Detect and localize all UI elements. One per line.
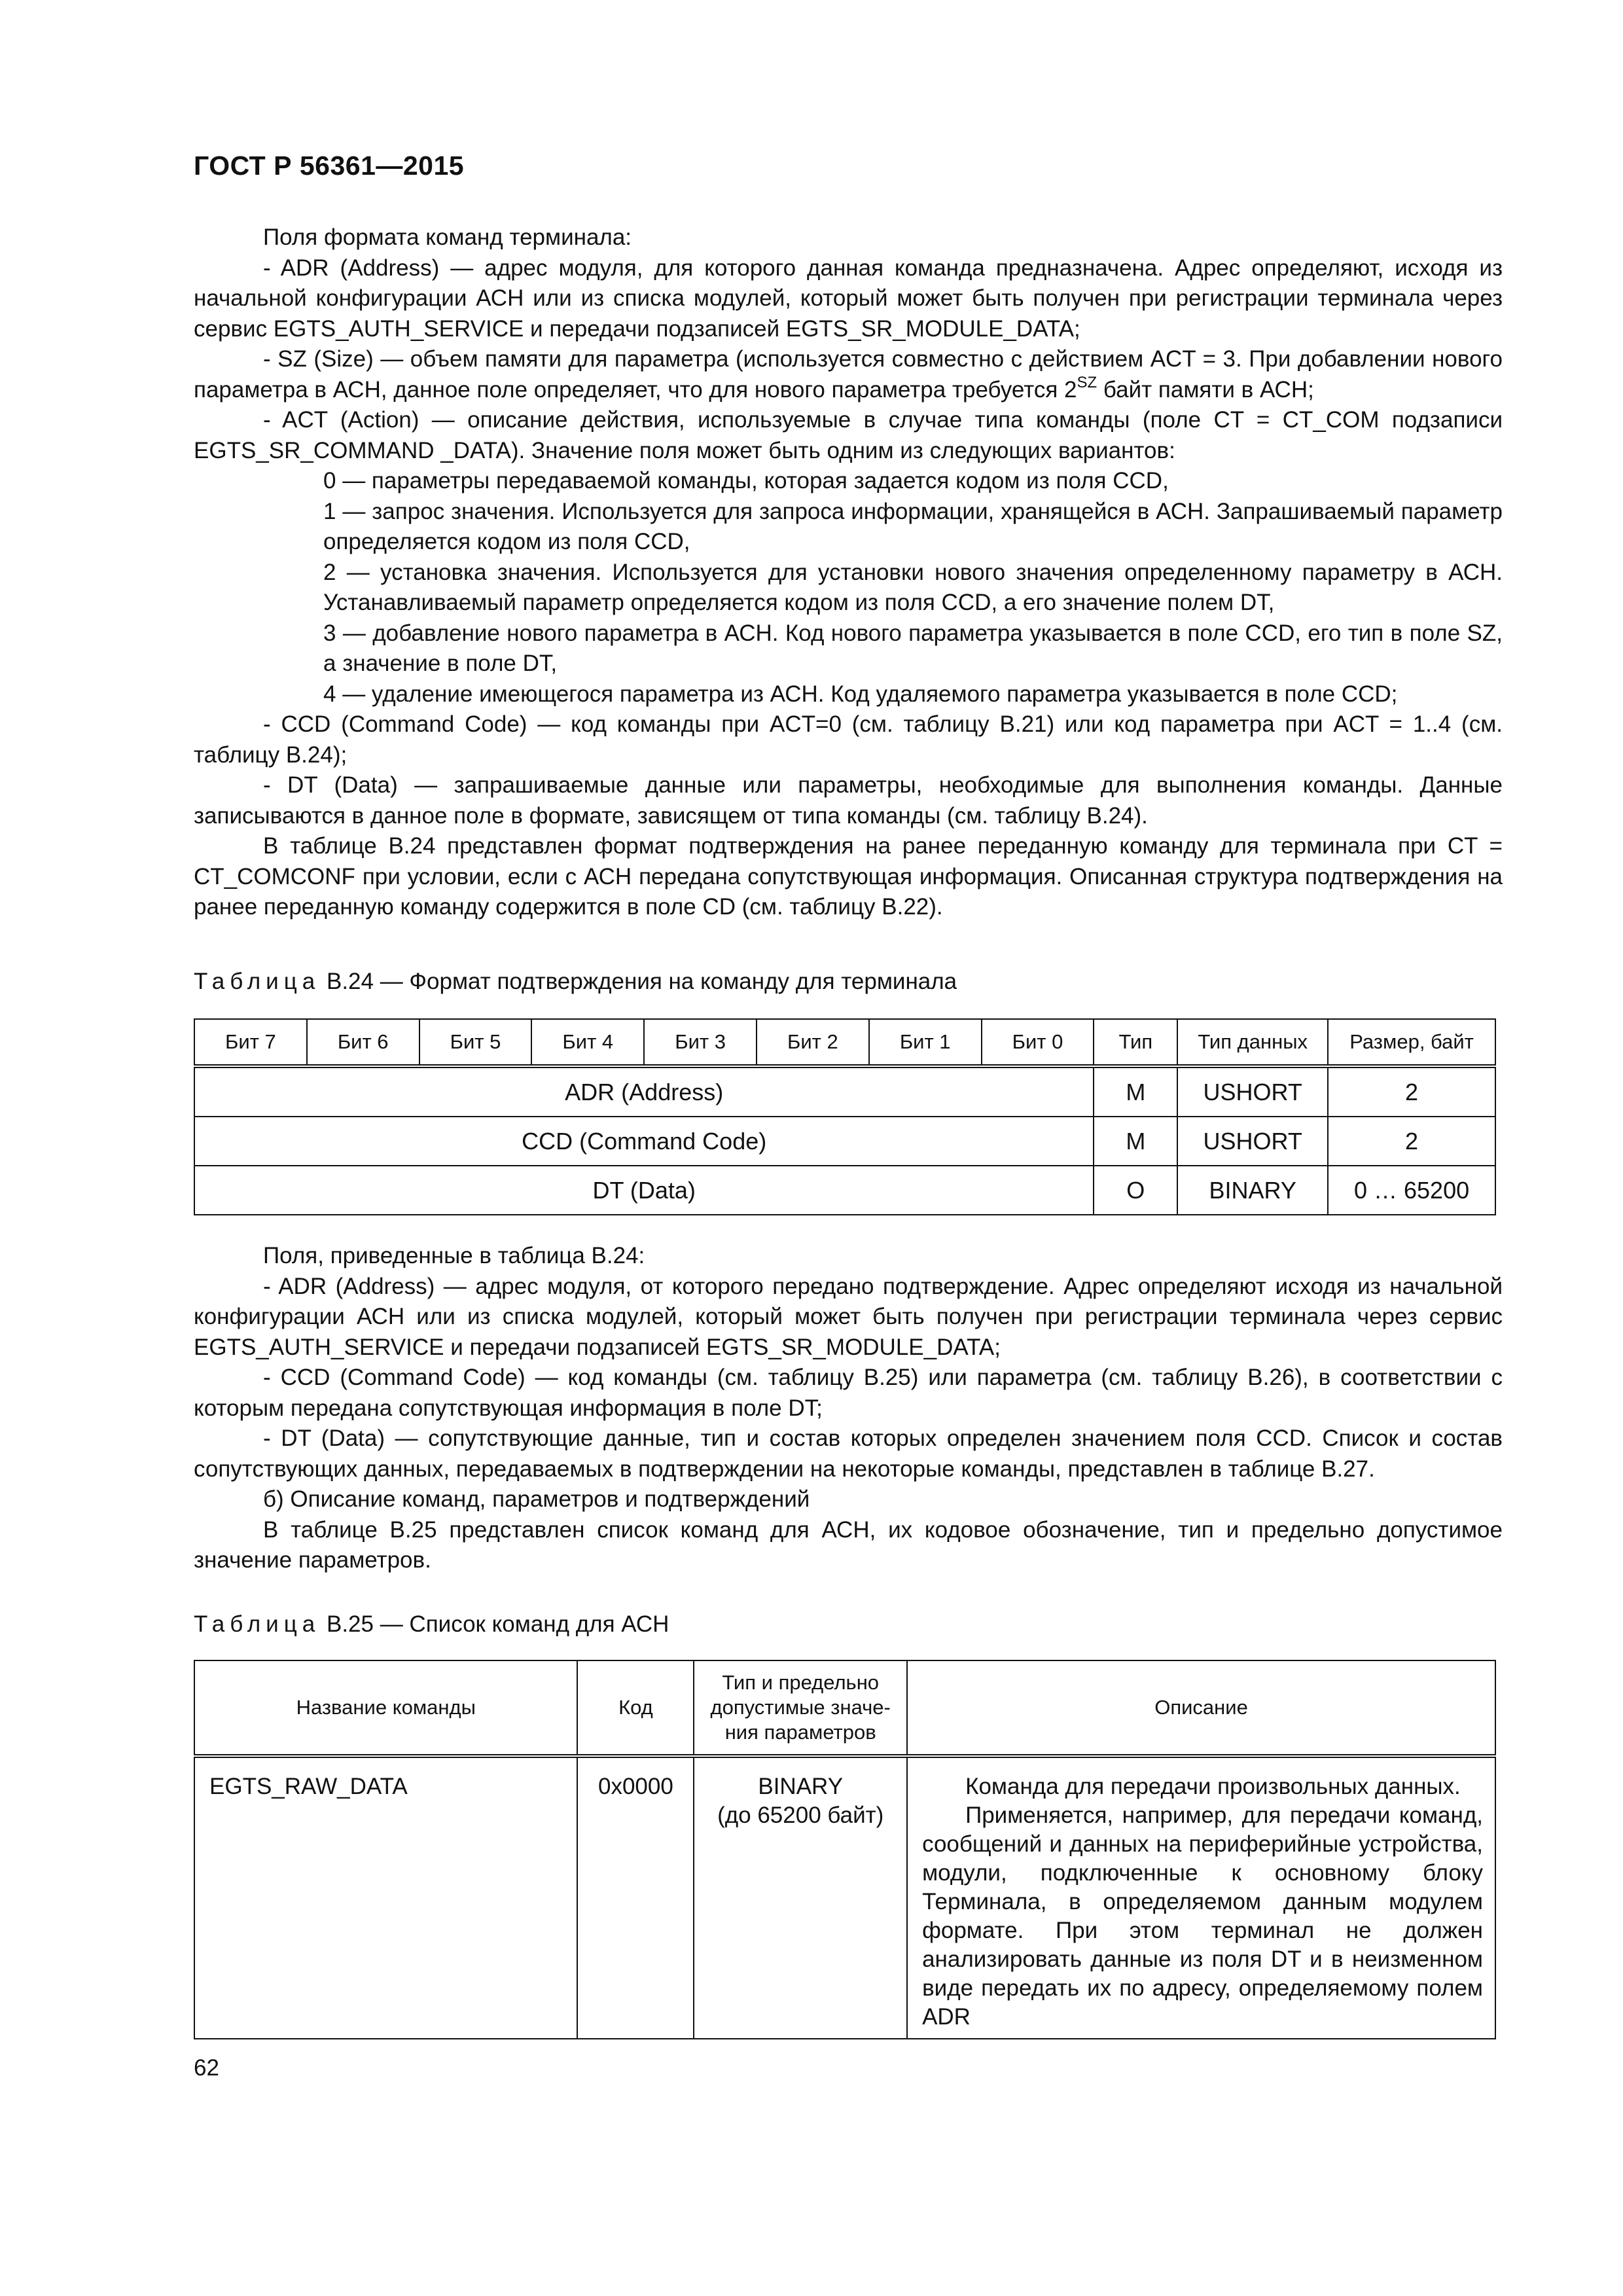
header-bit6: Бит 6 <box>307 1019 419 1066</box>
header-data-type: Тип данных <box>1177 1019 1328 1066</box>
header-param-type-line: допустимые значе- <box>710 1696 891 1719</box>
table-header-row <box>194 1660 1495 1756</box>
code-cell: 0x0000 <box>577 1756 694 2039</box>
header-param-type <box>694 1660 907 1756</box>
table-row <box>194 1166 1495 1215</box>
description-cell <box>907 1756 1495 2039</box>
description-paragraph: Команда для передачи произвольных данных. <box>965 1774 1461 1799</box>
table-b24 <box>194 1018 1496 1215</box>
command-name-cell: EGTS_RAW_DATA <box>194 1756 577 2039</box>
field-cell: DT (Data) <box>194 1166 1094 1215</box>
header-bit0: Бит 0 <box>982 1019 1094 1066</box>
table-row <box>194 1066 1495 1117</box>
paragraph-dt: - DT (Data) — сопутствующие данные, тип и состав которых определен значением поля CCD. Список и состав сопутствующих данных, передаваемых в подтверждении на некоторые команды, представлен в таблице В.27. <box>194 1426 1503 1482</box>
header-bit3: Бит 3 <box>644 1019 757 1066</box>
paragraph-adr: - ADR (Address) — адрес модуля, от которого передано подтверждение. Адрес определяют исходя из начальной конфигурации АСН или из списка модулей, который может быть получен при регистрации терминала через сервис EGTS_AUTH_SERVICE и передачи подзаписей EGTS_SR_MODULE_DATA; <box>194 1273 1503 1360</box>
table-row <box>194 1117 1495 1166</box>
paragraph-act: - ACT (Action) — описание действия, используемые в случае типа команды (поле CT = CT_COM подзаписи EGTS_SR_COMMAND _DATA). Значение поля может быть одним из следующих вариантов: <box>194 407 1503 463</box>
section-confirmation-fields <box>194 1241 1503 1576</box>
table-b24-caption <box>194 969 957 995</box>
data-type-cell: USHORT <box>1177 1066 1328 1117</box>
act-option-1: 1 — запрос значения. Используется для запроса информации, хранящейся в АСН. Запрашиваемый параметр определяется кодом из поля CCD, <box>323 498 1503 554</box>
size-cell: 2 <box>1328 1117 1495 1166</box>
sz-text: - SZ (Size) — объем памяти для параметра (используется совместно с действием ACT = 3. При добавлении нового параметра в АСН, данное поле определяет, что для нового параметра требуется 2 <box>194 346 1503 403</box>
act-option-4: 4 — удаление имеющегося параметра из АСН. Код удаляемого параметра указывается в поле CCD; <box>323 681 1398 707</box>
header-size: Размер, байт <box>1328 1019 1495 1066</box>
paragraph-sz <box>194 344 1503 405</box>
paragraph-intro: Поля, приведенные в таблица В.24: <box>263 1243 645 1268</box>
field-cell: ADR (Address) <box>194 1066 1094 1117</box>
caption-text: В.25 — Список команд для АСН <box>326 1611 669 1637</box>
description-paragraph: Применяется, например, для передачи команд, сообщений и данных на периферийные устройства, модули, подключенные к основному блоку Терминала, в определяемом данным модулем формате. При этом терминал не должен анализировать данные из поля DT и в неизменном виде передать их по адресу, определяемому полем ADR <box>922 1803 1483 2030</box>
data-type-cell: USHORT <box>1177 1117 1328 1166</box>
header-command-name: Название команды <box>194 1660 577 1756</box>
header-bit4: Бит 4 <box>531 1019 644 1066</box>
type-cell: O <box>1094 1166 1177 1215</box>
paragraph-b24-intro: В таблице В.24 представлен формат подтверждения на ранее переданную команду для терминала при CT = CT_COMCONF при условии, если с АСН передана сопутствующая информация. Описанная структура подтверждения на ранее переданную команду содержится в поле CD (см. таблицу В.22). <box>194 833 1503 920</box>
act-option-2: 2 — установка значения. Используется для установки нового значения определенному параметру в АСН. Устанавливаемый параметр определяется кодом из поля CCD, а его значение полем DT, <box>323 559 1503 615</box>
page-number: 62 <box>194 2055 219 2081</box>
paragraph-adr: - ADR (Address) — адрес модуля, для которого данная команда предназначена. Адрес определяют, исходя из начальной конфигурации АСН или из списка модулей, который может быть получен при регистрации терминала через сервис EGTS_AUTH_SERVICE и передачи подзаписей EGTS_SR_MODULE_DATA; <box>194 255 1503 342</box>
table-row <box>194 1756 1495 2039</box>
type-cell: M <box>1094 1066 1177 1117</box>
data-type-cell: BINARY <box>1177 1166 1328 1215</box>
param-type-line: (до 65200 байт) <box>717 1803 884 1828</box>
paragraph-ccd: - CCD (Command Code) — код команды (см. таблицу В.25) или параметра (см. таблицу В.26), в соответствии с которым передана сопутствующая информация в поле DT; <box>194 1365 1503 1421</box>
header-description: Описание <box>907 1660 1495 1756</box>
act-option-0: 0 — параметры передаваемой команды, которая задается кодом из поля CCD, <box>323 468 1169 493</box>
section-command-fields <box>194 223 1503 923</box>
caption-word: Таблица <box>194 969 321 994</box>
paragraph-b25-intro: В таблице В.25 представлен список команд для АСН, их кодовое обозначение, тип и предельно допустимое значение параметров. <box>194 1516 1503 1573</box>
type-cell: M <box>1094 1117 1177 1166</box>
table-header-row <box>194 1019 1495 1066</box>
header-bit5: Бит 5 <box>419 1019 532 1066</box>
header-bit2: Бит 2 <box>757 1019 869 1066</box>
header-bit1: Бит 1 <box>869 1019 982 1066</box>
param-type-cell <box>694 1756 907 2039</box>
param-type-line: BINARY <box>758 1774 844 1799</box>
table-b25-caption <box>194 1611 669 1638</box>
paragraph-intro: Поля формата команд терминала: <box>263 224 632 250</box>
header-code: Код <box>577 1660 694 1756</box>
sz-superscript: SZ <box>1077 373 1097 391</box>
caption-word: Таблица <box>194 1611 321 1637</box>
sz-text-end: байт памяти в АСН; <box>1097 376 1314 403</box>
size-cell: 2 <box>1328 1066 1495 1117</box>
size-cell: 0 … 65200 <box>1328 1166 1495 1215</box>
standard-header: ГОСТ Р 56361—2015 <box>194 151 465 181</box>
field-cell: CCD (Command Code) <box>194 1117 1094 1166</box>
header-type: Тип <box>1094 1019 1177 1066</box>
paragraph-dt: - DT (Data) — запрашиваемые данные или параметры, необходимые для выполнения команды. Данные записываются в данное поле в формате, зависящем от типа команды (см. таблицу В.24). <box>194 772 1503 829</box>
header-bit7: Бит 7 <box>194 1019 307 1066</box>
subheading: б) Описание команд, параметров и подтверждений <box>263 1486 810 1512</box>
table-b25 <box>194 1660 1496 2039</box>
header-param-type-line: ния параметров <box>724 1721 876 1744</box>
header-param-type-line: Тип и предельно <box>722 1671 880 1694</box>
caption-text: В.24 — Формат подтверждения на команду для терминала <box>326 969 957 994</box>
paragraph-ccd: - CCD (Command Code) — код команды при ACT=0 (см. таблицу В.21) или код параметра при ACT = 1..4 (см. таблицу В.24); <box>194 711 1503 768</box>
act-option-3: 3 — добавление нового параметра в АСН. Код нового параметра указывается в поле CCD, его тип в поле SZ, а значение в поле DT, <box>323 620 1503 676</box>
